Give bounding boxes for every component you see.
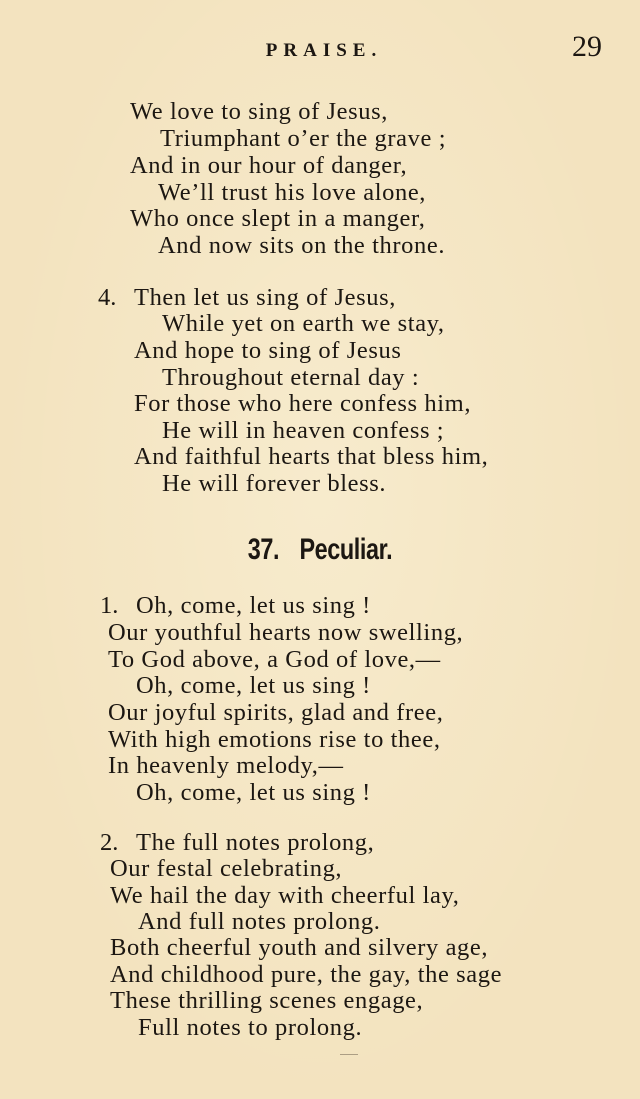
verse-line: We love to sing of Jesus, xyxy=(130,98,389,125)
verse-line: Both cheerful youth and silvery age, xyxy=(110,934,489,961)
verse-line: He will forever bless. xyxy=(162,470,387,497)
hymn-title: Peculiar. xyxy=(299,533,393,566)
stanza-number: 2. xyxy=(100,829,119,856)
verse-line: And faithful hearts that bless him, xyxy=(134,443,489,470)
verse-line: And childhood pure, the gay, the sage xyxy=(110,961,503,988)
hymn-number: 37. xyxy=(247,533,280,566)
verse-line: With high emotions rise to thee, xyxy=(108,726,441,753)
verse-line: And full notes prolong. xyxy=(138,908,381,935)
verse-line: The full notes prolong, xyxy=(136,829,375,856)
running-header: PRAISE. xyxy=(265,40,383,61)
verse-line: For those who here confess him, xyxy=(134,390,472,417)
verse-line: And now sits on the throne. xyxy=(158,232,446,259)
hymn-heading xyxy=(70,533,569,567)
verse-line: Who once slept in a manger, xyxy=(130,205,426,232)
verse-line: He will in heaven confess ; xyxy=(162,417,445,444)
verse-line: We’ll trust his love alone, xyxy=(158,179,427,206)
verse-line: We hail the day with cheerful lay, xyxy=(110,882,460,909)
verse-line: Triumphant o’er the grave ; xyxy=(160,125,447,152)
verse-line: Oh, come, let us sing ! xyxy=(136,779,371,806)
verse-line: Our joyful spirits, glad and free, xyxy=(108,699,444,726)
verse-line: And hope to sing of Jesus xyxy=(134,337,402,364)
verse-line: Our festal celebrating, xyxy=(110,855,343,882)
verse-line: In heavenly melody,— xyxy=(108,752,344,779)
verse-line: These thrilling scenes engage, xyxy=(110,987,424,1014)
stanza-number: 1. xyxy=(100,592,119,619)
stanza-number: 4. xyxy=(98,284,117,311)
verse-line: To God above, a God of love,— xyxy=(108,646,441,673)
page-number: 29 xyxy=(572,30,602,63)
verse-line: While yet on earth we stay, xyxy=(162,310,445,337)
verse-line: Oh, come, let us sing ! xyxy=(136,672,371,699)
verse-line: Oh, come, let us sing ! xyxy=(136,592,371,619)
verse-line: Full notes to prolong. xyxy=(138,1014,363,1041)
divider xyxy=(340,1054,358,1055)
verse-line: Then let us sing of Jesus, xyxy=(134,284,396,311)
verse-line: Our youthful hearts now swelling, xyxy=(108,619,464,646)
verse-line: And in our hour of danger, xyxy=(130,152,408,179)
verse-line: Throughout eternal day : xyxy=(162,364,420,391)
